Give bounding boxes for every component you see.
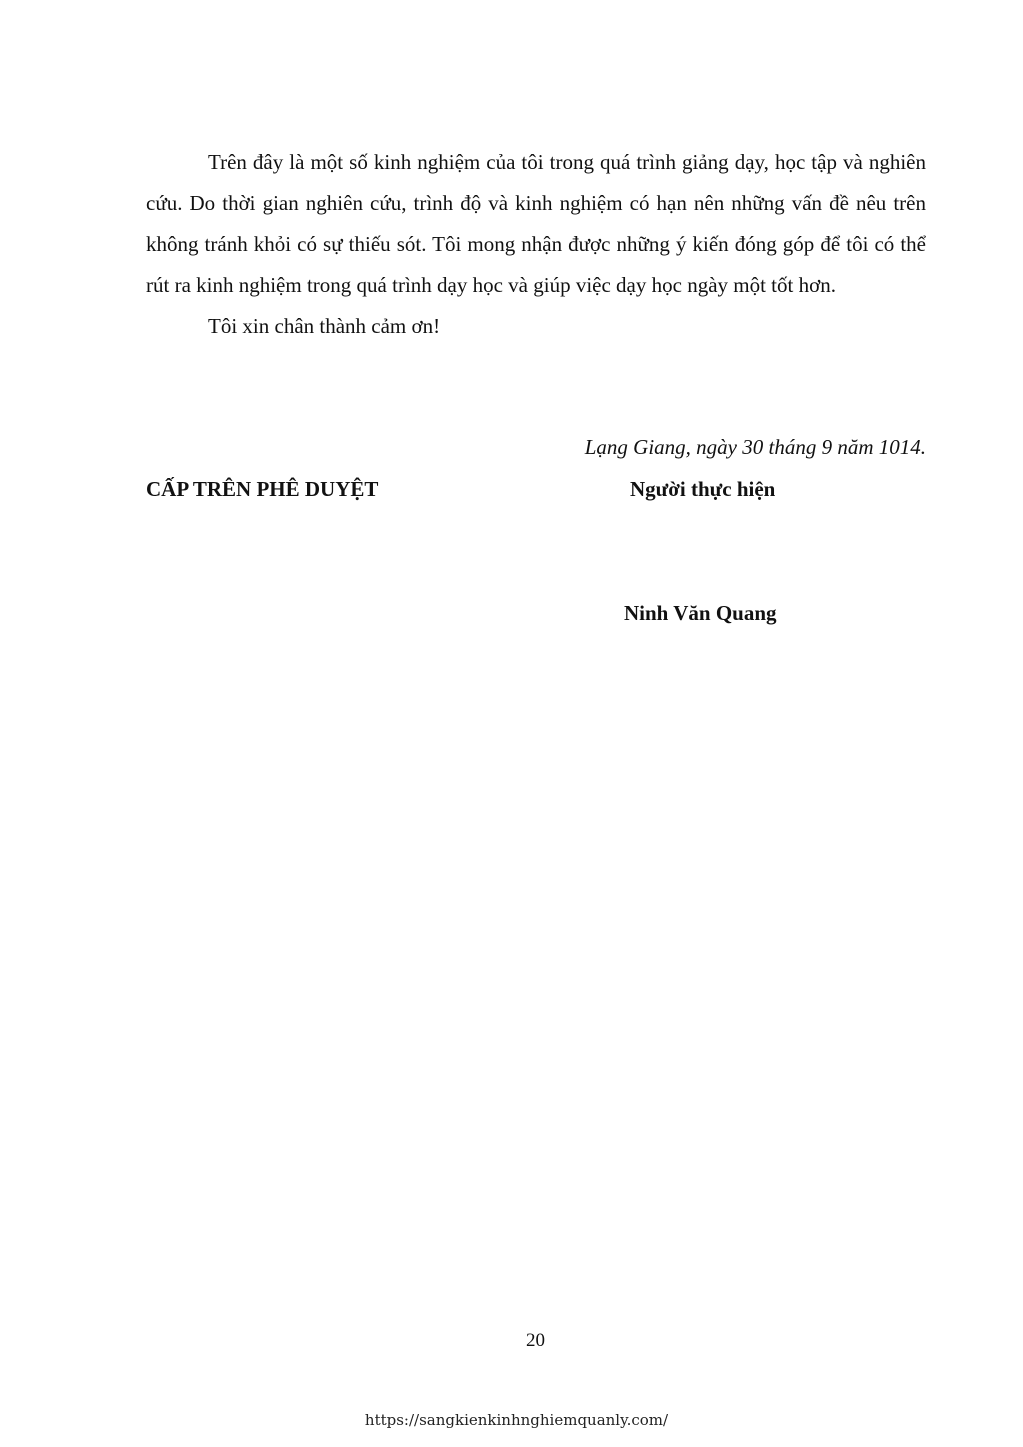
page-number: 20 [526,1330,545,1351]
body-text [146,142,926,347]
performer-title: Người thực hiện [630,477,776,501]
date-line: Lạng Giang, ngày 30 tháng 9 năm 1014. [584,435,926,459]
paragraph-closing-remarks: Trên đây là một số kinh nghiệm của tôi trong quá trình giảng dạy, học tập và nghiên cứu. Do thời gian nghiên cứu, trình độ và kinh nghiệm có hạn nên những vấn đề nêu trên không tránh khỏi có sự thiếu sót. Tôi mong nhận được những ý kiến đóng góp để tôi có thể rút ra kinh nghiệm trong quá trình dạy học và giúp việc dạy học ngày một tốt hơn. [146,150,926,297]
source-url[interactable]: https://sangkienkinhnghiemquanly.com/ [364,1411,669,1429]
approval-label: CẤP TRÊN PHÊ DUYỆT [146,477,379,501]
performer-name: Ninh Văn Quang [624,601,777,625]
paragraph-thanks: Tôi xin chân thành cảm ơn! [208,314,441,338]
